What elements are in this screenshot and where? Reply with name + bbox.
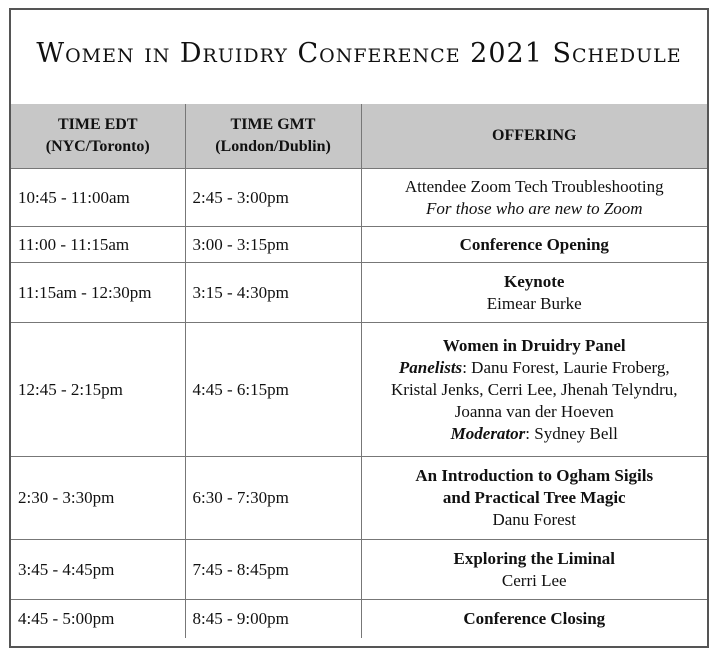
offering-title: Attendee Zoom Tech Troubleshooting [404,176,664,196]
offering-note: For those who are new to Zoom [425,198,643,218]
offering [361,457,707,540]
offering-title: Conference Closing [463,608,606,628]
offering-presenter: Danu Forest [492,510,577,529]
offering [361,169,707,227]
table-row [11,457,707,540]
time-gmt: 3:00 - 3:15pm [185,227,361,263]
offering-title: Conference Opening [459,234,609,254]
time-edt: 11:15am - 12:30pm [11,263,185,323]
header-edt-sub: (NYC/Toronto) [45,138,150,155]
offering [361,323,707,457]
panelists-names-3: Joanna van der Hoeven [454,401,614,421]
time-gmt: 3:15 - 4:30pm [185,263,361,323]
time-edt: 2:30 - 3:30pm [11,457,185,540]
offering-title-2: and Practical Tree Magic [442,488,626,507]
offering-title: Keynote [504,271,565,291]
time-edt: 4:45 - 5:00pm [11,600,185,638]
header-edt-label: TIME EDT [57,116,138,133]
header-edt [11,104,185,169]
time-gmt: 2:45 - 3:00pm [185,169,361,227]
page-title: Women in Druidry Conference 2021 Schedule [36,38,682,69]
moderator-line [366,423,704,445]
offering-presenter: Cerri Lee [501,570,567,590]
time-edt: 11:00 - 11:15am [11,227,185,263]
offering-title: Exploring the Liminal [453,548,616,568]
offering-title: An Introduction to Ogham Sigils [415,466,654,485]
moderator-label: Moderator [450,423,526,443]
panelists-label: Panelists [398,357,463,377]
header-gmt-sub: (London/Dublin) [215,138,331,155]
header-row [11,104,707,169]
time-edt: 10:45 - 11:00am [11,169,185,227]
time-gmt: 4:45 - 6:15pm [185,323,361,457]
schedule-table [11,104,707,638]
panelists-names: : Danu Forest, Laurie Froberg, [462,357,670,377]
offering-presenter: Eimear Burke [486,293,582,313]
moderator-name: : Sydney Bell [525,423,618,443]
header-gmt-label: TIME GMT [230,116,316,133]
header-gmt [185,104,361,169]
table-row [11,227,707,263]
header-offering-label: OFFERING [492,127,577,144]
offering-title: Women in Druidry Panel [442,335,626,355]
offering [361,263,707,323]
panelists-line [366,357,704,379]
header-offering [361,104,707,169]
schedule-frame [9,8,709,648]
offering [361,227,707,263]
offering [361,600,707,638]
time-gmt: 8:45 - 9:00pm [185,600,361,638]
panelists-names-2: Kristal Jenks, Cerri Lee, Jhenah Telyndru, [391,379,678,399]
offering [361,540,707,600]
table-row [11,540,707,600]
time-edt: 12:45 - 2:15pm [11,323,185,457]
time-gmt: 6:30 - 7:30pm [185,457,361,540]
table-row [11,323,707,457]
table-row [11,169,707,227]
table-row [11,263,707,323]
time-gmt: 7:45 - 8:45pm [185,540,361,600]
time-edt: 3:45 - 4:45pm [11,540,185,600]
table-row [11,600,707,638]
